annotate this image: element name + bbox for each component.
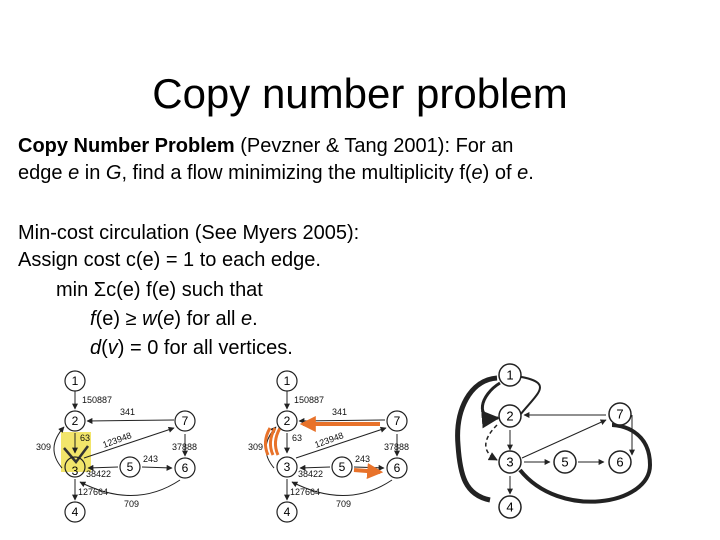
svg-text:2: 2 — [506, 408, 514, 424]
graph-middle — [248, 371, 409, 522]
svg-text:6: 6 — [393, 461, 401, 475]
svg-text:4: 4 — [506, 499, 514, 515]
svg-text:709: 709 — [336, 499, 352, 509]
svg-text:341: 341 — [332, 407, 348, 417]
svg-text:123948: 123948 — [101, 430, 133, 450]
svg-text:709: 709 — [124, 499, 140, 509]
node-6 — [175, 458, 195, 478]
svg-text:2: 2 — [71, 414, 79, 428]
edge-5-3 — [88, 467, 118, 468]
svg-text:243: 243 — [143, 454, 159, 464]
svg-text:38422: 38422 — [298, 469, 324, 479]
svg-text:7: 7 — [181, 414, 189, 428]
page-title: Copy number problem — [152, 70, 568, 117]
svg-text:37888: 37888 — [384, 442, 410, 452]
svg-text:341: 341 — [120, 407, 136, 417]
definition-term: Copy Number Problem — [18, 135, 235, 157]
definition-line-1: Copy Number Problem (Pevzner & Tang 2001): For an — [18, 135, 514, 157]
svg-text:1: 1 — [506, 367, 514, 383]
svg-text:5: 5 — [561, 454, 569, 470]
svg-text:63: 63 — [292, 433, 303, 443]
node-1 — [65, 371, 85, 391]
svg-text:127664: 127664 — [290, 487, 321, 497]
svg-text:1: 1 — [283, 374, 291, 388]
svg-text:37888: 37888 — [172, 442, 198, 452]
node-5 — [120, 457, 140, 477]
svg-text:38422: 38422 — [86, 469, 112, 479]
node-4 — [65, 502, 85, 522]
graph-right — [458, 364, 650, 518]
svg-text:7: 7 — [393, 414, 401, 428]
svg-text:5: 5 — [338, 460, 346, 474]
circulation-line-5: d(v) = 0 for all vertices. — [90, 337, 293, 359]
svg-text:6: 6 — [181, 461, 189, 475]
svg-text:150887: 150887 — [82, 395, 113, 405]
circulation-line-2: Assign cost c(e) = 1 to each edge. — [18, 249, 321, 271]
edge-5-6 — [142, 467, 172, 468]
svg-text:4: 4 — [71, 505, 79, 519]
svg-text:3: 3 — [71, 464, 79, 478]
svg-text:6: 6 — [616, 454, 624, 470]
svg-text:3: 3 — [506, 454, 514, 470]
svg-text:150887: 150887 — [294, 395, 325, 405]
definition-line-2: edge e in G, find a flow minimizing the multiplicity f(e) of e. — [18, 162, 534, 184]
svg-text:309: 309 — [36, 442, 52, 452]
svg-text:309: 309 — [248, 442, 264, 452]
svg-text:2: 2 — [283, 414, 291, 428]
orange-arrow-5-6 — [354, 470, 380, 472]
svg-text:127664: 127664 — [78, 487, 109, 497]
node-7 — [175, 411, 195, 431]
svg-text:5: 5 — [126, 460, 134, 474]
circulation-line-4: f(e) ≥ w(e) for all e. — [90, 308, 258, 330]
svg-text:63: 63 — [80, 433, 91, 443]
circulation-line-1: Min-cost circulation (See Myers 2005): — [18, 222, 360, 244]
edge-7-2 — [87, 420, 174, 421]
svg-text:3: 3 — [283, 460, 291, 474]
svg-text:1: 1 — [71, 374, 79, 388]
graph-left — [36, 0, 387, 522]
circulation-line-3: min Σc(e) f(e) such that — [56, 279, 263, 301]
node-2 — [65, 411, 85, 431]
svg-text:123948: 123948 — [313, 430, 345, 450]
svg-text:4: 4 — [283, 505, 291, 519]
svg-text:7: 7 — [616, 406, 624, 422]
svg-text:243: 243 — [355, 454, 371, 464]
